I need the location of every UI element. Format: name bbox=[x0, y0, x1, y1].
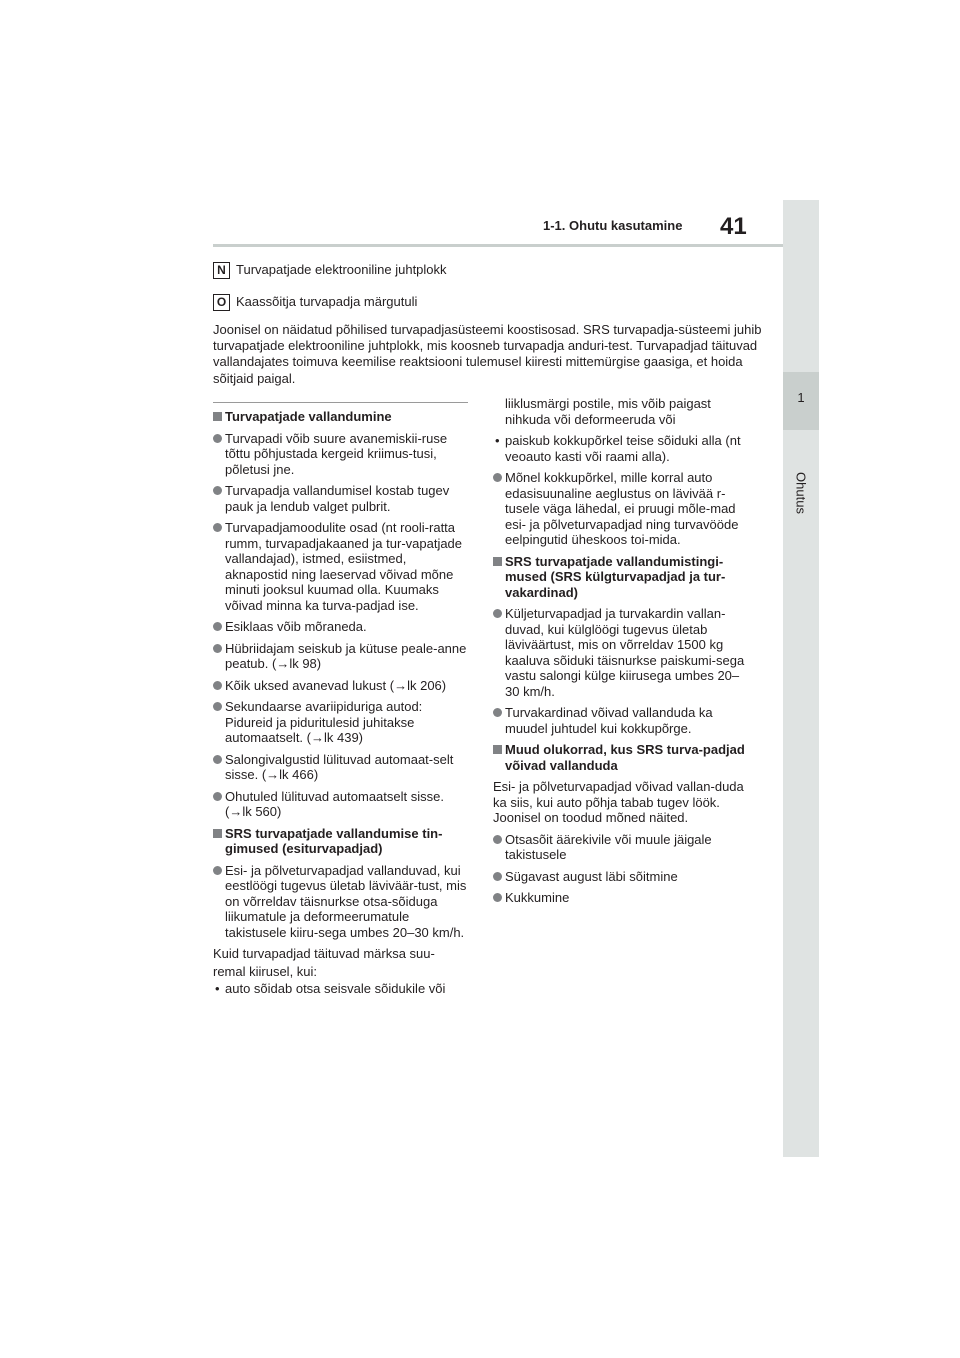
page-number: 41 bbox=[720, 213, 747, 240]
section-heading: SRS turvapatjade vallandumise tin-gimused (esiturvapadjad) bbox=[213, 826, 469, 857]
bullet-item: Mõnel kokkupõrkel, mille korral auto edasisuunaline aeglustus on lävivää r-tusele väga lähedal, ei pruugi mõle-mad esi- ja põlveturvapadjad ning turvavööde eelpingutid üheskoos toi-mida. bbox=[493, 470, 749, 548]
chapter-label: Ohutus bbox=[793, 472, 809, 514]
bullet-item: Sekundaarse avariipiduriga autod: Pidureid ja piduritulesid juhitakse automaatselt. (→lk 439) bbox=[213, 699, 469, 746]
section-heading: SRS turvapatjade vallandumistingi-mused (SRS külgturvapadjad ja tur-vakardinad) bbox=[493, 554, 749, 601]
bullet-item: Küljeturvapadjad ja turvakardin vallan-duvad, kui külglöögi tugevus ületab läviväärtust, mis on võrreldav 1500 kg kaaluva sõiduki täisnurkse paiskumi-sega vastu salongi külge kiirusega umbes 20–30 km/h. bbox=[493, 606, 749, 699]
section-divider bbox=[213, 402, 468, 403]
bullet-item: Esiklaas võib mõraneda. bbox=[213, 619, 469, 635]
bullet-item: Kukkumine bbox=[493, 890, 749, 906]
chapter-number: 1 bbox=[797, 390, 805, 405]
bullet-item: Otsasõit äärekivile või muule jäigale takistusele bbox=[493, 832, 749, 863]
bullet-item: Turvakardinad võivad vallanduda ka muudel juhtudel kui kokkupõrge. bbox=[493, 705, 749, 736]
legend-text: Kaassõitja turvapadja märgutuli bbox=[236, 294, 418, 309]
legend-key: N bbox=[213, 262, 230, 279]
paragraph: remal kiirusel, kui: bbox=[213, 963, 318, 979]
intro-paragraph: Joonisel on näidatud põhilised turvapadjasüsteemi koostisosad. SRS turvapadja-süsteemi juhib turvapatjade elektrooniline juhtplokk, mis koosneb turvapadja anduri-test. Turvapadjad täituvad vallandajates toimuva keemilise reaktsiooni tulemusel kiiresti mittemürgise gaasiga, et hoida sõitjaid paigal. bbox=[213, 322, 762, 386]
bullet-item: Sügavast august läbi sõitmine bbox=[493, 869, 749, 885]
dot-item: • paiskub kokkupõrkel teise sõiduki alla (nt veoauto kasti või raami alla). bbox=[493, 433, 749, 464]
header-rule bbox=[213, 244, 783, 247]
dot-item-continuation: liiklusmärgi postile, mis võib paigast nihkuda või deformeeruda või bbox=[505, 396, 711, 427]
left-column bbox=[213, 398, 469, 1003]
section-heading: Muud olukorrad, kus SRS turva-padjad võivad vallanduda bbox=[493, 742, 749, 773]
bullet-item: Turvapadi võib suure avanemiskii-ruse tõttu põhjustada kergeid kriimus-tusi, põletusi jne. bbox=[213, 431, 469, 478]
bullet-item: Esi- ja põlveturvapadjad vallanduvad, kui eestlöögi tugevus ületab läviväär-tust, mis on võrreldav täisnurkse otsa-sõiduga liikumatule ja deformeerumatule takistusele kiiru-sega umbes 20–30 km/h. bbox=[213, 863, 469, 941]
legend-key: O bbox=[213, 294, 230, 311]
right-column bbox=[493, 396, 749, 912]
section-title: 1-1. Ohutu kasutamine bbox=[543, 218, 683, 233]
chapter-label-container bbox=[782, 463, 820, 523]
bullet-item: Ohutuled lülituvad automaatselt sisse. (→lk 560) bbox=[213, 789, 469, 820]
legend-item bbox=[213, 262, 447, 279]
bullet-item: Hübriidajam seiskub ja kütuse peale-anne peatub. (→lk 98) bbox=[213, 641, 469, 672]
legend-text: Turvapatjade elektrooniline juhtplokk bbox=[236, 262, 447, 277]
paragraph: Esi- ja põlveturvapadjad võivad vallan-duda ka siis, kui auto põhja tabab tugev löök. Joonisel on toodud mõned näited. bbox=[493, 779, 744, 825]
dot-item: • auto sõidab otsa seisvale sõidukile või bbox=[213, 981, 469, 997]
chapter-sidebar bbox=[783, 200, 819, 1157]
bullet-item: Turvapadjamoodulite osad (nt rooli-ratta rumm, turvapadjakaaned ja tur-vapatjade vallandajad), istmed, esiistmed, aknapostid ning laeservad võivad mõne minuti jooksul kuumad olla. Kuumaks võivad minna ka turva-padjad ise. bbox=[213, 520, 469, 613]
section-heading: Turvapatjade vallandumine bbox=[213, 409, 469, 425]
bullet-item: Turvapadja vallandumisel kostab tugev pauk ja lendub valget pulbrit. bbox=[213, 483, 469, 514]
legend-item bbox=[213, 294, 417, 311]
bullet-item: Kõik uksed avanevad lukust (→lk 206) bbox=[213, 678, 469, 694]
paragraph: Kuid turvapadjad täituvad märksa suu- bbox=[213, 946, 435, 961]
bullet-item: Salongivalgustid lülituvad automaat-selt sisse. (→lk 466) bbox=[213, 752, 469, 783]
